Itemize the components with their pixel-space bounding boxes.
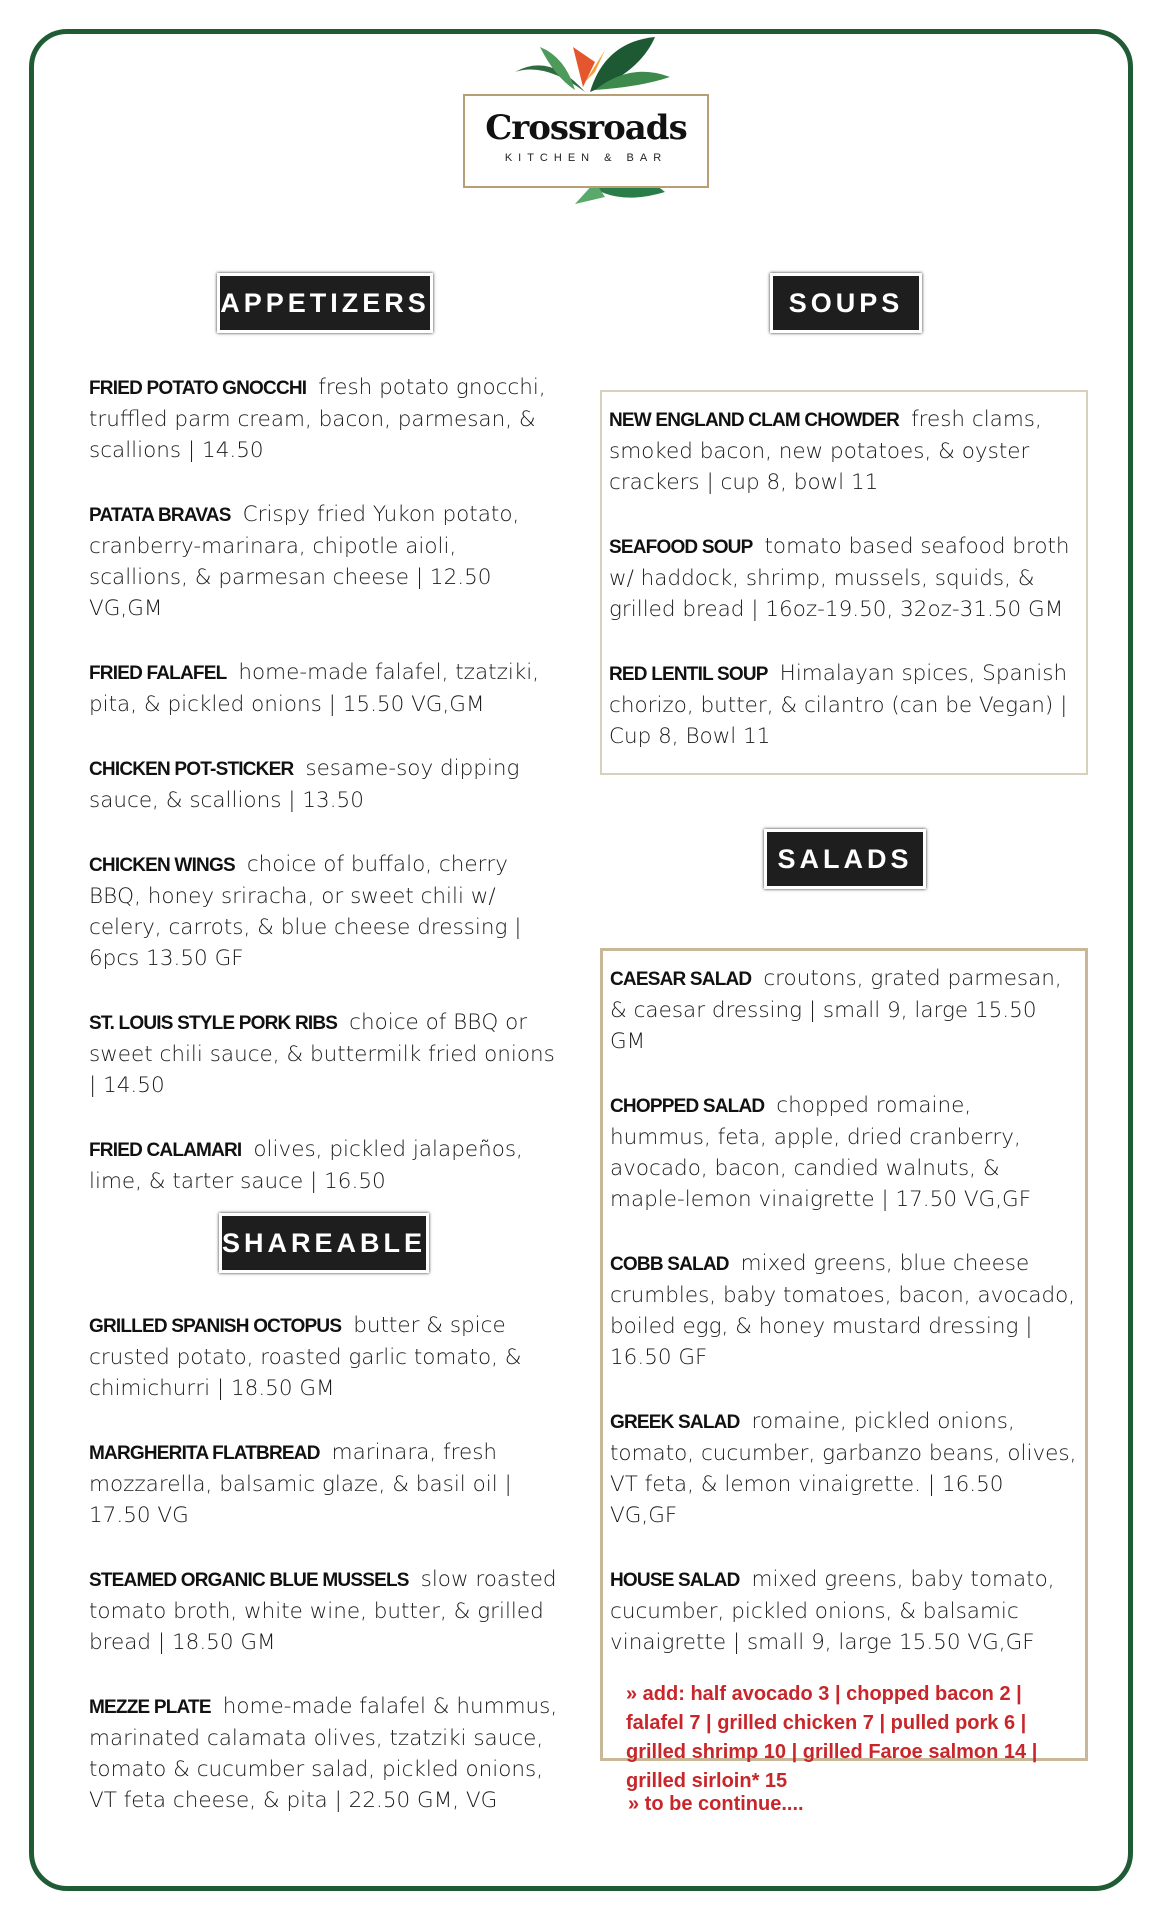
item-desc: choice of buffalo, cherry BBQ, honey sriracha, or sweet chili w/ celery, carrots, & blue cheese dressing | 6pcs 13.50 GF xyxy=(89,852,522,971)
list-item xyxy=(610,1564,1077,1658)
list-item xyxy=(89,1437,559,1531)
brand-tagline: KITCHEN & BAR xyxy=(504,152,668,164)
list-item xyxy=(89,753,559,816)
item-desc: Himalayan spices, Spanish chorizo, butter, & cilantro (can be Vegan) | Cup 8, Bowl 11 xyxy=(609,661,1068,749)
item-name: CHOPPED SALAD xyxy=(610,1096,765,1117)
item-name: MEZZE PLATE xyxy=(89,1697,211,1718)
list-item xyxy=(610,963,1077,1057)
continue-note: » to be continue.... xyxy=(628,1793,804,1815)
item-name: CHICKEN WINGS xyxy=(89,855,235,876)
list-item xyxy=(89,1564,559,1658)
item-name: STEAMED ORGANIC BLUE MUSSELS xyxy=(89,1570,409,1591)
item-desc: home-made falafel, tzatziki, pita, & pickled onions | 15.50 VG,GM xyxy=(89,660,540,717)
item-desc: marinara, fresh mozzarella, balsamic glaze, & basil oil | 17.50 VG xyxy=(89,1440,512,1528)
item-desc: mixed greens, blue cheese crumbles, baby tomatoes, bacon, avocado, boiled egg, & honey mustard dressing | 16.50 GF xyxy=(610,1251,1076,1370)
item-desc: mixed greens, baby tomato, cucumber, pickled onions, & balsamic vinaigrette | small 9, large 15.50 VG,GF xyxy=(610,1567,1055,1655)
salads-box xyxy=(600,948,1088,1792)
list-item xyxy=(610,1248,1077,1373)
logo xyxy=(455,32,715,204)
item-name: CAESAR SALAD xyxy=(610,969,752,990)
item-name: GREEK SALAD xyxy=(610,1412,740,1433)
list-item xyxy=(610,1090,1077,1215)
list-item xyxy=(89,1134,559,1197)
appetizers-list xyxy=(89,372,559,1230)
item-name: NEW ENGLAND CLAM CHOWDER xyxy=(609,410,900,431)
item-desc: fresh clams, smoked bacon, new potatoes, & oyster crackers | cup 8, bowl 11 xyxy=(609,407,1042,495)
soups-box xyxy=(600,390,1088,775)
item-desc: chopped romaine, hummus, feta, apple, dried cranberry, avocado, bacon, candied walnuts, & maple-lemon vinaigrette | 17.50 VG,GF xyxy=(610,1093,1032,1212)
list-item xyxy=(89,1691,559,1816)
item-desc: slow roasted tomato broth, white wine, butter, & grilled bread | 18.50 GM xyxy=(89,1567,557,1655)
item-name: SEAFOOD SOUP xyxy=(609,537,753,558)
item-desc: olives, pickled jalapeños, lime, & tarter sauce | 16.50 xyxy=(89,1137,523,1194)
list-item xyxy=(609,531,1078,625)
soups-header: SOUPS xyxy=(773,276,919,330)
item-desc: choice of BBQ or sweet chili sauce, & buttermilk fried onions | 14.50 xyxy=(89,1010,555,1098)
item-name: GRILLED SPANISH OCTOPUS xyxy=(89,1316,342,1337)
shareable-header: SHAREABLE xyxy=(222,1216,426,1270)
item-name: FRIED POTATO GNOCCHI xyxy=(89,378,307,399)
list-item xyxy=(89,1007,559,1101)
item-name: MARGHERITA FLATBREAD xyxy=(89,1443,320,1464)
item-desc: romaine, pickled onions, tomato, cucumber, garbanzo beans, olives, VT feta, & lemon vinaigrette. | 16.50 VG,GF xyxy=(610,1409,1077,1528)
list-item xyxy=(89,372,559,466)
list-item xyxy=(89,499,559,624)
list-item xyxy=(609,404,1078,498)
item-name: COBB SALAD xyxy=(610,1254,729,1275)
list-item xyxy=(89,849,559,974)
item-desc: tomato based seafood broth w/ haddock, shrimp, mussels, squids, & grilled bread | 16oz-19.50, 32oz-31.50 GM xyxy=(609,534,1070,622)
list-item xyxy=(89,657,559,720)
list-item xyxy=(609,658,1078,752)
shareable-list xyxy=(89,1310,559,1849)
item-desc: butter & spice crusted potato, roasted garlic tomato, & chimichurri | 18.50 GM xyxy=(89,1313,522,1401)
item-name: RED LENTIL SOUP xyxy=(609,664,768,685)
item-desc: home-made falafel & hummus, marinated calamata olives, tzatziki sauce, tomato & cucumber salad, pickled onions, VT feta cheese, & pita | 22.50 GM, VG xyxy=(89,1694,558,1813)
item-desc: Crispy fried Yukon potato, cranberry-marinara, chipotle aioli, scallions, & parmesan cheese | 12.50 VG,GM xyxy=(89,502,520,621)
item-desc: croutons, grated parmesan, & caesar dressing | small 9, large 15.50 GM xyxy=(610,966,1062,1054)
appetizers-header: APPETIZERS xyxy=(220,276,430,330)
item-desc: fresh potato gnocchi, truffled parm cream, bacon, parmesan, & scallions | 14.50 xyxy=(89,375,546,463)
item-name: ST. LOUIS STYLE PORK RIBS xyxy=(89,1013,338,1034)
item-name: PATATA BRAVAS xyxy=(89,505,231,526)
item-name: FRIED FALAFEL xyxy=(89,663,227,684)
list-item xyxy=(610,1406,1077,1531)
salads-header: SALADS xyxy=(767,832,923,886)
brand-name: Crossroads xyxy=(485,108,687,148)
list-item xyxy=(89,1310,559,1404)
item-name: CHICKEN POT-STICKER xyxy=(89,759,294,780)
logo-box xyxy=(463,94,709,188)
item-name: FRIED CALAMARI xyxy=(89,1140,242,1161)
item-name: HOUSE SALAD xyxy=(610,1570,740,1591)
salad-addons: » add: half avocado 3 | chopped bacon 2 | falafel 7 | grilled chicken 7 | pulled pork 6 | grilled shrimp 10 | grilled Faroe salmon 14 | grilled sirloin* 15 xyxy=(626,1683,1038,1792)
item-desc: sesame-soy dipping sauce, & scallions | 13.50 xyxy=(89,756,520,813)
